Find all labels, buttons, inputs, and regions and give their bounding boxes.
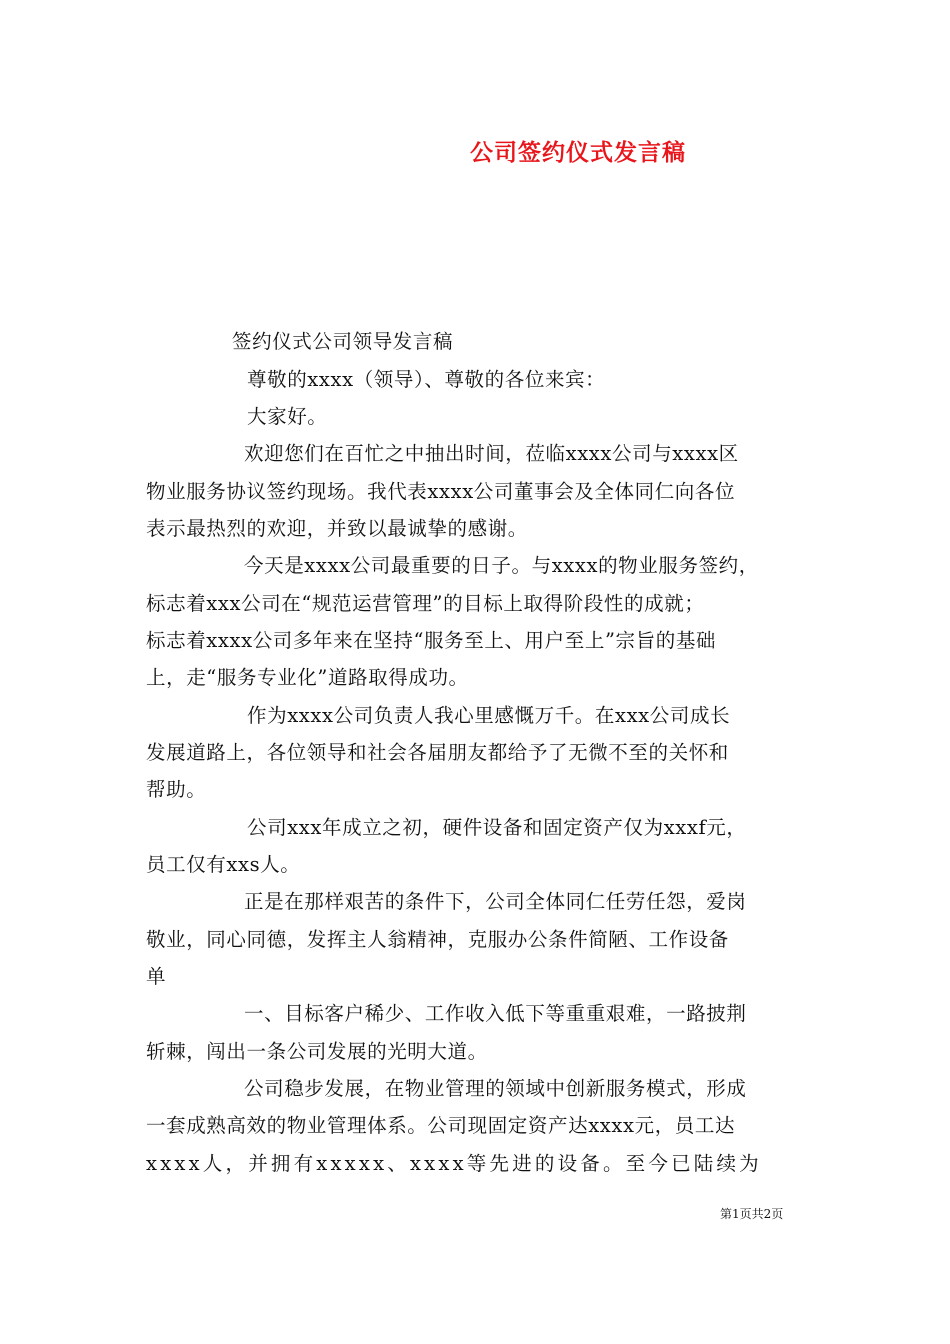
paragraph-line: 员工仅有xxs人。 — [146, 853, 301, 876]
paragraph-line: 物业服务协议签约现场。我代表xxxx公司董事会及全体同仁向各位 — [146, 480, 736, 503]
paragraph-line: 一套成熟高效的物业管理体系。公司现固定资产达xxxx元，员工达 — [146, 1114, 736, 1137]
paragraph-line: 今天是xxxx公司最重要的日子。与xxxx的物业服务签约， — [244, 554, 759, 577]
paragraph-line: 标志着xxx公司在“规范运营管理”的目标上取得阶段性的成就； — [146, 592, 705, 615]
paragraph-line: 签约仪式公司领导发言稿 — [232, 330, 454, 353]
paragraph-line: 斩棘，闯出一条公司发展的光明大道。 — [146, 1040, 488, 1063]
paragraph-line: 作为xxxx公司负责人我心里感慨万千。在xxx公司成长 — [247, 704, 731, 727]
paragraph-line: 敬业，同心同德，发挥主人翁精神，克服办公条件简陋、工作设备 — [146, 928, 729, 951]
paragraph-line: 大家好。 — [247, 405, 328, 428]
paragraph-line: 公司稳步发展，在物业管理的领域中创新服务模式，形成 — [244, 1077, 747, 1100]
paragraph-line: 发展道路上，各位领导和社会各届朋友都给予了无微不至的关怀和 — [146, 741, 729, 764]
paragraph-line: 尊敬的xxxx（领导）、尊敬的各位来宾： — [247, 368, 606, 391]
paragraph-line: 正是在那样艰苦的条件下，公司全体同仁任劳任怨，爱岗 — [244, 890, 747, 913]
document-title: 公司签约仪式发言稿 — [470, 139, 686, 166]
paragraph-line: 标志着xxxx公司多年来在坚持“服务至上、用户至上”宗旨的基础 — [146, 629, 717, 652]
paragraph-line: 单 — [146, 965, 167, 988]
paragraph-line: 欢迎您们在百忙之中抽出时间，莅临xxxx公司与xxxx区 — [244, 442, 739, 465]
paragraph-line: 表示最热烈的欢迎，并致以最诚挚的感谢。 — [146, 517, 528, 540]
paragraph-line: 上，走“服务专业化”道路取得成功。 — [146, 666, 469, 689]
page-footer: 第1页共2页 — [720, 1207, 784, 1221]
paragraph-line: 公司xxx年成立之初，硬件设备和固定资产仅为xxxf元， — [247, 816, 747, 839]
paragraph-line: 一、目标客户稀少、工作收入低下等重重艰难，一路披荆 — [244, 1002, 747, 1025]
paragraph-line: 帮助。 — [146, 778, 207, 801]
paragraph-line: xxxx人，并拥有xxxxx、xxxx等先进的设备。至今已陆续为 — [146, 1152, 762, 1175]
